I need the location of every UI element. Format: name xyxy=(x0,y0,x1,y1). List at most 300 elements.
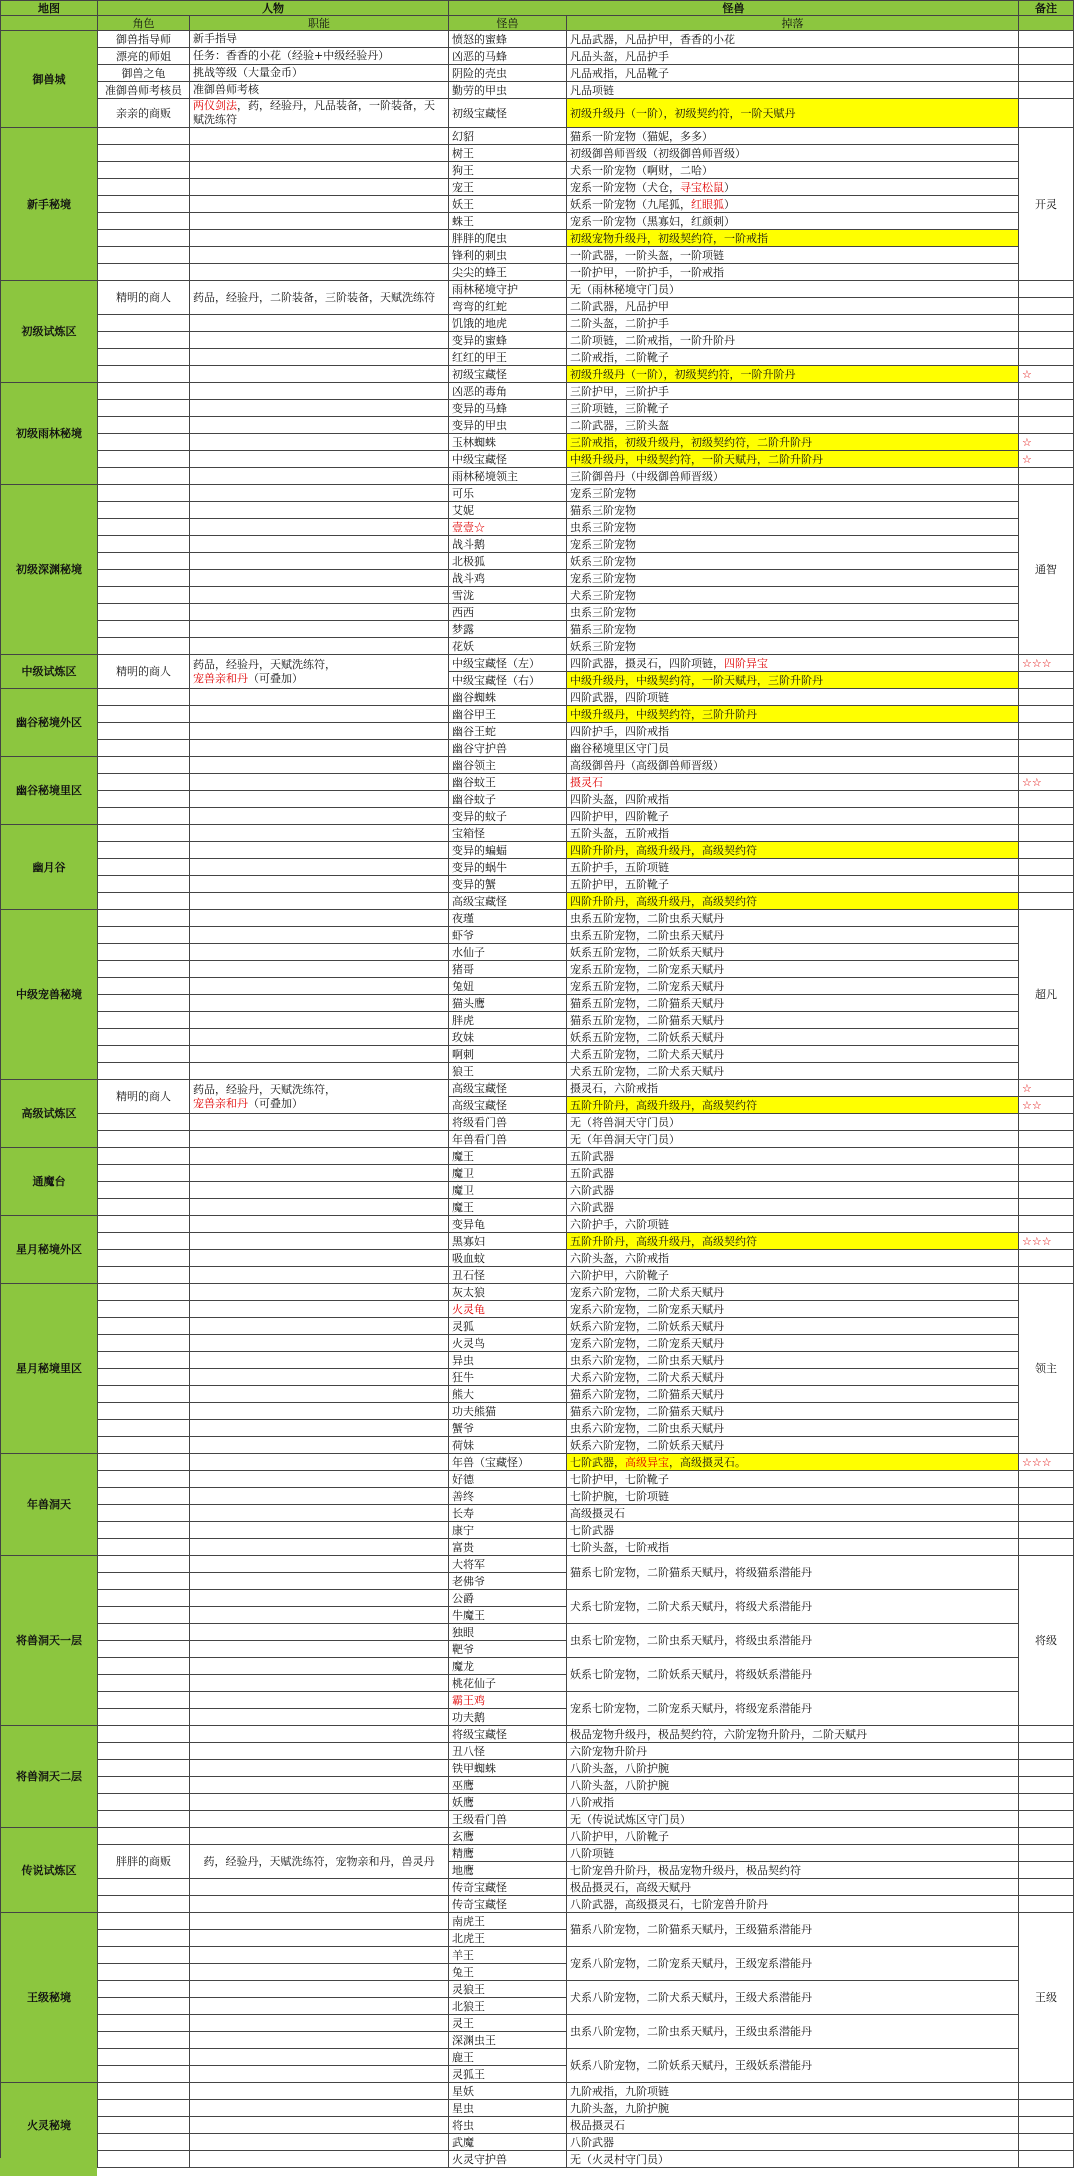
role-cell xyxy=(98,1318,190,1335)
duty-cell xyxy=(190,1845,449,1879)
table-row xyxy=(1,145,1074,162)
text: 五阶护手，五阶项链 xyxy=(570,860,669,874)
text: 宠系六阶宠物，二阶宠系天赋丹 xyxy=(570,1336,724,1350)
header-note: 备注 xyxy=(1019,1,1074,16)
text: 宠系七阶宠物，二阶宠系天赋丹，将级宠系潜能丹 xyxy=(570,1702,812,1715)
drop-cell xyxy=(567,1539,1019,1556)
role-cell xyxy=(98,1233,190,1250)
note-cell xyxy=(1019,417,1074,434)
drop-cell xyxy=(567,978,1019,995)
monster-name xyxy=(449,48,567,65)
text: 四阶头盔，四阶戒指 xyxy=(570,792,669,806)
monster-name xyxy=(449,2066,567,2083)
duty-cell xyxy=(190,791,449,808)
table-row xyxy=(1,706,1074,723)
table-row xyxy=(1,570,1074,587)
text: 高级宝藏怪 xyxy=(452,1098,507,1112)
duty-cell xyxy=(190,1607,449,1624)
text: 变异的马蜂 xyxy=(452,401,507,415)
area-name: 星月秘境里区 xyxy=(1,1284,98,1454)
area-name: 中级试炼区 xyxy=(1,655,98,689)
role-cell xyxy=(98,1505,190,1522)
duty-cell xyxy=(190,1556,449,1573)
table-row xyxy=(1,1437,1074,1454)
text: 火灵守护兽 xyxy=(452,2152,507,2166)
note-cell xyxy=(1019,468,1074,485)
text: 八阶头盔，八阶护腕 xyxy=(570,1761,669,1775)
text: 犬系六阶宠物，二阶犬系天赋丹 xyxy=(570,1370,724,1384)
monster-name xyxy=(449,502,567,519)
role-cell xyxy=(98,1352,190,1369)
duty-cell xyxy=(190,1046,449,1063)
text: 犬系三阶宠物 xyxy=(570,588,636,602)
text: 狗王 xyxy=(452,163,474,177)
area-name: 幽谷秘境外区 xyxy=(1,689,98,757)
monster-name xyxy=(449,1199,567,1216)
note-cell xyxy=(1019,65,1074,82)
text: 熊大 xyxy=(452,1387,474,1401)
text: 极品摄灵石，高级天赋丹 xyxy=(570,1880,691,1894)
note-cell xyxy=(1019,1080,1074,1097)
role-cell xyxy=(98,876,190,893)
table-row xyxy=(1,944,1074,961)
role-cell xyxy=(98,638,190,655)
role-cell xyxy=(98,1692,190,1709)
text: 二阶头盔，二阶护手 xyxy=(570,316,669,330)
text: 妖系六阶宠物，二阶妖系天赋丹 xyxy=(570,1319,724,1333)
area-name: 将兽洞天一层 xyxy=(1,1556,98,1726)
text: 弯弯的红蛇 xyxy=(452,299,507,313)
drop-cell xyxy=(567,247,1019,264)
drop-cell xyxy=(567,65,1019,82)
drop-cell xyxy=(567,961,1019,978)
drop-cell xyxy=(567,1352,1019,1369)
table-row xyxy=(1,1369,1074,1386)
monster-name xyxy=(449,1454,567,1471)
note-cell xyxy=(1019,842,1074,859)
text: 猫系三阶宠物 xyxy=(570,622,636,636)
drop-cell xyxy=(567,1896,1019,1913)
text: 变异的蜗牛 xyxy=(452,860,507,874)
monster-name xyxy=(449,247,567,264)
drop-cell xyxy=(567,1097,1019,1114)
text: 妖系五阶宠物，二阶妖系天赋丹 xyxy=(570,1030,724,1044)
monster-name xyxy=(449,876,567,893)
table-row xyxy=(1,791,1074,808)
duty-cell xyxy=(190,1165,449,1182)
text: 九阶头盔，九阶护腕 xyxy=(570,2101,669,2115)
monster-name xyxy=(449,1692,567,1709)
drop-cell xyxy=(567,82,1019,99)
highlighted-text: ☆☆☆ xyxy=(1022,656,1052,670)
table-row xyxy=(1,1080,1074,1097)
text: 初级升级丹（一阶），初级契约符，一阶天赋丹 xyxy=(570,106,796,120)
area-name: 传说试炼区 xyxy=(1,1828,98,1913)
duty-cell xyxy=(190,1063,449,1080)
highlighted-text: 宠兽亲和丹 xyxy=(193,671,248,685)
duty-cell xyxy=(190,825,449,842)
table-row xyxy=(1,1148,1074,1165)
text: 幽谷王蛇 xyxy=(452,724,496,738)
role-cell xyxy=(98,706,190,723)
drop-cell xyxy=(567,1131,1019,1148)
role-cell xyxy=(98,1896,190,1913)
role-cell: 亲亲的商贩 xyxy=(98,99,190,128)
text: 战斗鹅 xyxy=(452,537,485,551)
text: 羊王 xyxy=(452,1948,474,1962)
text: 虫系七阶宠物，二阶虫系天赋丹，将级虫系潜能丹 xyxy=(570,1634,812,1647)
text: 七阶武器 xyxy=(570,1523,614,1537)
role-cell xyxy=(98,1930,190,1947)
role-cell xyxy=(98,247,190,264)
text: 虫系八阶宠物，二阶虫系天赋丹，王级虫系潜能丹 xyxy=(570,2025,812,2038)
table-row xyxy=(1,1896,1074,1913)
role-cell xyxy=(98,1641,190,1658)
duty-cell xyxy=(190,638,449,655)
text: 魔龙 xyxy=(452,1659,474,1673)
monster-name xyxy=(449,570,567,587)
text: 红红的甲王 xyxy=(452,350,507,364)
role-cell xyxy=(98,1488,190,1505)
text: 宠系六阶宠物，二阶宠系天赋丹 xyxy=(570,1302,724,1316)
table-row xyxy=(1,1403,1074,1420)
table-row xyxy=(1,859,1074,876)
drop-cell xyxy=(567,383,1019,400)
table-row xyxy=(1,196,1074,213)
text: 猫系一阶宠物（猫妮，多多） xyxy=(570,129,713,143)
highlighted-text: ☆☆☆ xyxy=(1022,1234,1052,1248)
text: 宠系三阶宠物 xyxy=(570,537,636,551)
drop-cell xyxy=(567,1794,1019,1811)
drop-cell xyxy=(567,1012,1019,1029)
drop-cell xyxy=(567,876,1019,893)
table-row xyxy=(1,1420,1074,1437)
duty-cell xyxy=(190,1505,449,1522)
text: 桃花仙子 xyxy=(452,1676,496,1690)
role-cell xyxy=(98,893,190,910)
duty-cell xyxy=(190,1301,449,1318)
duty-cell xyxy=(190,995,449,1012)
monster-name xyxy=(449,31,567,48)
table-row xyxy=(1,179,1074,196)
role-cell xyxy=(98,264,190,281)
text: 猪哥 xyxy=(452,962,474,976)
note-cell xyxy=(1019,1760,1074,1777)
monster-name xyxy=(449,1284,567,1301)
text: 玄鹰 xyxy=(452,1829,474,1843)
drop-cell xyxy=(567,1879,1019,1896)
drop-cell xyxy=(567,774,1019,791)
monster-name xyxy=(449,825,567,842)
duty-cell xyxy=(190,1726,449,1743)
note-cell: 通智 xyxy=(1019,485,1074,655)
drop-cell xyxy=(567,1335,1019,1352)
monster-name xyxy=(449,1080,567,1097)
role-cell xyxy=(98,1913,190,1930)
table-row xyxy=(1,893,1074,910)
table-row xyxy=(1,1624,1074,1641)
text: 宠系三阶宠物 xyxy=(570,486,636,500)
text: 兔王 xyxy=(452,1965,474,1979)
drop-cell xyxy=(567,893,1019,910)
text: 虫系五阶宠物，二阶虫系天赋丹 xyxy=(570,911,724,925)
text: 啊刺 xyxy=(452,1047,474,1061)
monster-name xyxy=(449,995,567,1012)
table-row xyxy=(1,927,1074,944)
drop-cell xyxy=(567,1454,1019,1471)
note-cell xyxy=(1019,2117,1074,2134)
note-cell xyxy=(1019,757,1074,774)
drop-cell xyxy=(567,1471,1019,1488)
role-cell xyxy=(98,230,190,247)
duty-cell xyxy=(190,1250,449,1267)
table-row xyxy=(1,128,1074,145)
monster-name xyxy=(449,2100,567,2117)
text: 八阶项链 xyxy=(570,1846,614,1860)
text: 夜瑾 xyxy=(452,911,474,925)
duty-cell xyxy=(190,553,449,570)
role-cell: 漂亮的师姐 xyxy=(98,48,190,65)
note-cell xyxy=(1019,1862,1074,1879)
monster-name xyxy=(449,944,567,961)
drop-cell xyxy=(567,1777,1019,1794)
text: 狼王 xyxy=(452,1064,474,1078)
role-cell xyxy=(98,1301,190,1318)
area-name: 初级试炼区 xyxy=(1,281,98,383)
text: 雪泷 xyxy=(452,588,474,602)
table-row xyxy=(1,995,1074,1012)
duty-cell xyxy=(190,1930,449,1947)
role-cell xyxy=(98,1947,190,1964)
duty-cell xyxy=(190,1794,449,1811)
drop-cell xyxy=(567,927,1019,944)
duty-cell xyxy=(190,978,449,995)
duty-cell xyxy=(190,1896,449,1913)
note-cell xyxy=(1019,1182,1074,1199)
highlighted-text: 摄灵石 xyxy=(570,775,603,789)
table-row xyxy=(1,247,1074,264)
monster-name xyxy=(449,1743,567,1760)
drop-cell xyxy=(567,1845,1019,1862)
header-mname: 怪兽 xyxy=(449,16,567,31)
duty-cell xyxy=(190,417,449,434)
drop-cell xyxy=(567,179,1019,196)
text: 二阶武器，三阶头盔 xyxy=(570,418,669,432)
note-cell xyxy=(1019,1828,1074,1845)
monster-name xyxy=(449,740,567,757)
note-cell: 将级 xyxy=(1019,1556,1074,1726)
monster-name xyxy=(449,1267,567,1284)
duty-cell xyxy=(190,383,449,400)
role-cell xyxy=(98,417,190,434)
text: 传奇宝藏怪 xyxy=(452,1880,507,1894)
table-row xyxy=(1,99,1074,128)
table-row xyxy=(1,1794,1074,1811)
role-cell xyxy=(98,2134,190,2151)
table-row xyxy=(1,978,1074,995)
duty-cell xyxy=(190,1148,449,1165)
text: 八阶护甲，八阶靴子 xyxy=(570,1829,669,1843)
text: 五阶武器 xyxy=(570,1166,614,1180)
drop-cell xyxy=(567,128,1019,145)
role-cell xyxy=(98,2049,190,2066)
note-cell xyxy=(1019,723,1074,740)
duty-cell xyxy=(190,706,449,723)
text: 七阶宠兽升阶丹，极品宠物升级丹，极品契约符 xyxy=(570,1863,801,1877)
text: 高级御兽丹（高级御兽师晋级） xyxy=(570,758,724,772)
duty-cell xyxy=(190,1471,449,1488)
table-row xyxy=(1,281,1074,298)
table-row xyxy=(1,1114,1074,1131)
text: 六阶护手，六阶项链 xyxy=(570,1217,669,1231)
role-cell: 精明的商人 xyxy=(98,1080,190,1114)
area-name: 御兽城 xyxy=(1,31,98,128)
text: 宠系三阶宠物 xyxy=(570,571,636,585)
table-row xyxy=(1,1131,1074,1148)
drop-cell xyxy=(567,1403,1019,1420)
monster-name xyxy=(449,366,567,383)
drop-cell xyxy=(567,1743,1019,1760)
monster-name xyxy=(449,1216,567,1233)
monster-name xyxy=(449,1947,567,1964)
text: 药品，经验丹，天赋洗练符， xyxy=(193,1082,336,1096)
drop-cell xyxy=(567,451,1019,468)
text: 西西 xyxy=(452,605,474,619)
drop-cell xyxy=(567,1369,1019,1386)
duty-cell xyxy=(190,451,449,468)
drop-cell xyxy=(567,400,1019,417)
note-cell xyxy=(1019,1199,1074,1216)
text: 虫系六阶宠物，二阶虫系天赋丹 xyxy=(570,1421,724,1435)
drop-cell xyxy=(567,553,1019,570)
highlighted-text: ☆☆ xyxy=(1022,1098,1042,1112)
text: 无（传说试炼区守门员） xyxy=(570,1812,691,1826)
duty-cell xyxy=(190,1692,449,1709)
header-person: 人物 xyxy=(98,1,449,16)
role-cell xyxy=(98,1216,190,1233)
drop-cell xyxy=(567,2151,1019,2168)
monster-name xyxy=(449,349,567,366)
monster-name xyxy=(449,1471,567,1488)
text: 丑石怪 xyxy=(452,1268,485,1282)
table-row xyxy=(1,1981,1074,1998)
duty-cell xyxy=(190,927,449,944)
text: 一阶护甲，一阶护手，一阶戒指 xyxy=(570,265,724,279)
table-row xyxy=(1,366,1074,383)
duty-cell xyxy=(190,1369,449,1386)
drop-cell xyxy=(567,842,1019,859)
text: 五阶升阶丹，高级升级丹，高级契约符 xyxy=(570,1234,757,1248)
note-cell xyxy=(1019,1114,1074,1131)
text: 灵王 xyxy=(452,2016,474,2030)
text: 四阶护甲，四阶靴子 xyxy=(570,809,669,823)
duty-cell xyxy=(190,1777,449,1794)
area-name: 初级深渊秘境 xyxy=(1,485,98,655)
role-cell xyxy=(98,1165,190,1182)
monster-name xyxy=(449,1131,567,1148)
text: 火灵鸟 xyxy=(452,1336,485,1350)
monster-name xyxy=(449,757,567,774)
note-cell xyxy=(1019,1539,1074,1556)
monster-name xyxy=(449,1981,567,1998)
subheader-row xyxy=(1,16,1074,31)
note-cell xyxy=(1019,383,1074,400)
text: 七阶护腕，七阶项链 xyxy=(570,1489,669,1503)
role-cell xyxy=(98,944,190,961)
text: 二阶戒指，二阶靴子 xyxy=(570,350,669,364)
text: 无（雨林秘境守门员） xyxy=(570,282,680,296)
role-cell xyxy=(98,1420,190,1437)
text: 六阶护甲，六阶靴子 xyxy=(570,1268,669,1282)
duty-cell xyxy=(190,1641,449,1658)
duty-cell xyxy=(190,621,449,638)
role-cell xyxy=(98,927,190,944)
duty-cell xyxy=(190,1488,449,1505)
duty-cell xyxy=(190,99,449,128)
duty-cell xyxy=(190,1318,449,1335)
drop-cell xyxy=(567,1046,1019,1063)
duty-cell xyxy=(190,1811,449,1828)
monster-name xyxy=(449,1097,567,1114)
table-row xyxy=(1,1777,1074,1794)
text: 独眼 xyxy=(452,1625,474,1639)
duty-cell xyxy=(190,230,449,247)
role-cell xyxy=(98,2032,190,2049)
table-row xyxy=(1,740,1074,757)
table-row xyxy=(1,1250,1074,1267)
monster-name xyxy=(449,2049,567,2066)
drop-cell xyxy=(567,910,1019,927)
duty-cell xyxy=(190,1352,449,1369)
text: 五阶护甲，五阶靴子 xyxy=(570,877,669,891)
monster-name xyxy=(449,1420,567,1437)
text: 锋利的刺虫 xyxy=(452,248,507,262)
role-cell xyxy=(98,1182,190,1199)
duty-cell xyxy=(190,1080,449,1114)
text: 水仙子 xyxy=(452,945,485,959)
text: 七阶护甲，七阶靴子 xyxy=(570,1472,669,1486)
table-row xyxy=(1,689,1074,706)
duty-cell xyxy=(190,128,449,145)
duty-cell xyxy=(190,723,449,740)
table-row xyxy=(1,1386,1074,1403)
table-row xyxy=(1,1947,1074,1964)
text: 虫系三阶宠物 xyxy=(570,520,636,534)
drop-cell xyxy=(567,536,1019,553)
text: 四阶武器，摄灵石，四阶项链， xyxy=(570,656,724,670)
text: 六阶武器 xyxy=(570,1200,614,1214)
text: 魔王 xyxy=(452,1200,474,1214)
note-cell xyxy=(1019,332,1074,349)
text: 荷妹 xyxy=(452,1438,474,1452)
duty-cell xyxy=(190,502,449,519)
monster-name xyxy=(449,162,567,179)
table-row xyxy=(1,1335,1074,1352)
monster-name xyxy=(449,1539,567,1556)
duty-cell xyxy=(190,536,449,553)
text: 狂牛 xyxy=(452,1370,474,1384)
role-cell xyxy=(98,961,190,978)
highlighted-text: ☆ xyxy=(1022,367,1032,381)
duty-cell xyxy=(190,179,449,196)
role-cell: 精明的商人 xyxy=(98,655,190,689)
table-row xyxy=(1,213,1074,230)
role-cell xyxy=(98,400,190,417)
note-cell xyxy=(1019,893,1074,910)
table-row xyxy=(1,1471,1074,1488)
text: 康宁 xyxy=(452,1523,474,1537)
role-cell xyxy=(98,128,190,145)
